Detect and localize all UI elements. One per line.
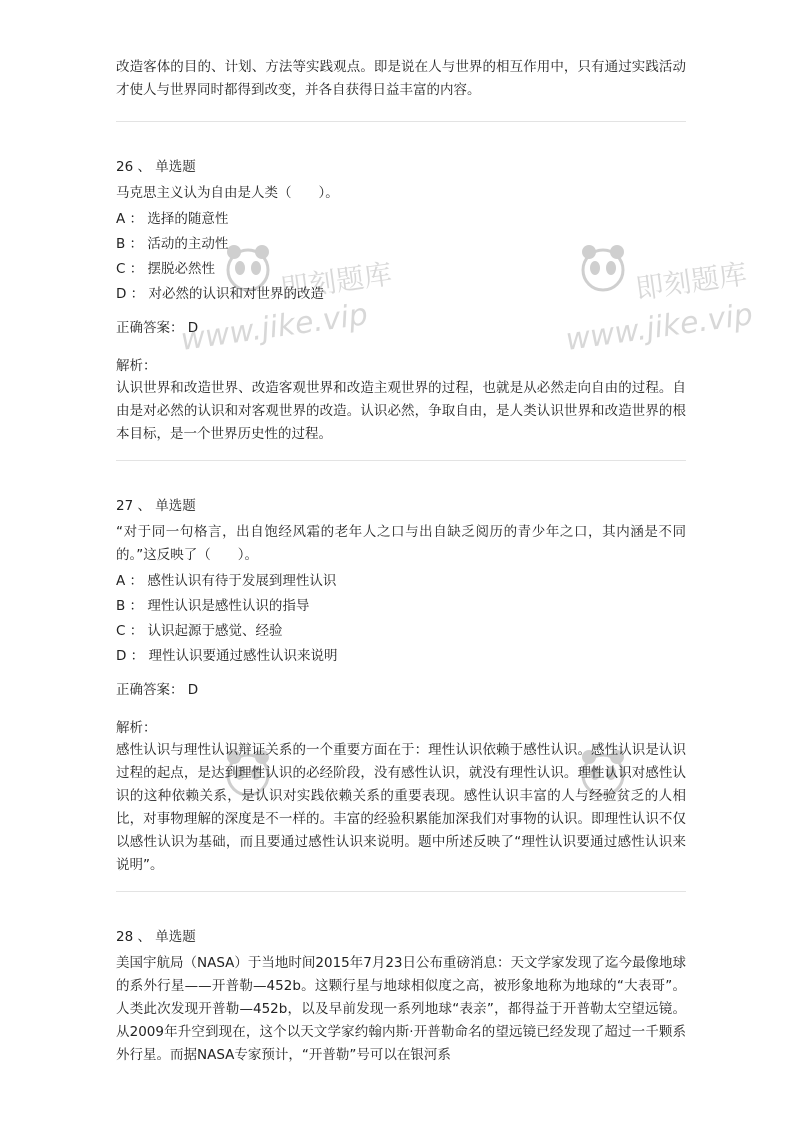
option-d: D ： 理性认识要通过感性认识来说明 <box>116 648 338 664</box>
correct-answer: 正确答案： D <box>116 320 199 336</box>
question-header: 26 、 单选题 <box>116 159 196 175</box>
option-a: A ： 感性认识有待于发展到理性认识 <box>116 573 337 589</box>
watermark-site: www.jike.vip <box>563 297 755 358</box>
watermark-site: www.jike.vip <box>178 297 370 358</box>
intro-paragraph: 改造客体的目的、计划、方法等实践观点。即是说在人与世界的相互作用中，只有通过实践活动才使人与世界同时都得到改变，并各自获得日益丰富的内容。 <box>116 59 686 98</box>
analysis-text: 感性认识与理性认识辩证关系的一个重要方面在于：理性认识依赖于感性认识。感性认识是认识过程的起点，是达到理性认识的必经阶段，没有感性认识，就没有理性认识。理性认识对感性认识的这种依赖关系，是认识对实践依赖关系的重要表现。感性认识丰富的人与经验贫乏的人相比，对事物理解的深度是不一样的。丰富的经验积累能加深我们对事物的认识。即理性认识不仅以感性认识为基础，而且要通过感性认识来说明。题中所述反映了“理性认识要通过感性认识来说明”。 <box>116 742 686 873</box>
question-stem: 美国宇航局（NASA）于当地时间2015年7月23日公布重磅消息：天文学家发现了迄今最像地球的系外行星——开普勒—452b。这颗行星与地球相似度之高，被形象地称为地球的“大表哥”。人类此次发现开普勒—452b，以及早前发现一系列地球“表亲”，都得益于开普勒太空望远镜。从2009年升空到现在，这个以天文学家约翰内斯·开普勒命名的望远镜已经发现了超过一千颗系外行星。而据NASA专家预计，“开普勒”号可以在银河系 <box>116 955 687 1063</box>
correct-answer: 正确答案： D <box>116 682 199 698</box>
question-header: 27 、 单选题 <box>116 498 196 514</box>
watermark-brand: 即刻题库 <box>633 257 749 306</box>
option-b: B ： 理性认识是感性认识的指导 <box>116 598 310 614</box>
option-a: A ： 选择的随意性 <box>116 211 229 227</box>
question-27 <box>116 495 686 877</box>
question-header: 28 、 单选题 <box>116 929 196 945</box>
question-stem: “对于同一句格言，出自饱经风霜的老年人之口与出自缺乏阅历的青少年之口，其内涵是不同的。”这反映了（ ）。 <box>116 524 686 563</box>
question-28 <box>116 926 686 1067</box>
question-26 <box>116 156 686 446</box>
analysis-label: 解析： <box>116 358 157 374</box>
question-stem: 马克思主义认为自由是人类（ ）。 <box>116 185 339 201</box>
option-b: B ： 活动的主动性 <box>116 236 229 252</box>
analysis-text: 认识世界和改造世界、改造客观世界和改造主观世界的过程，也就是从必然走向自由的过程。自由是对必然的认识和对客观世界的改造。认识必然，争取自由，是人类认识世界和改造世界的根本目标，是一个世界历史性的过程。 <box>116 380 686 442</box>
analysis-label: 解析： <box>116 720 157 736</box>
option-c: C ： 认识起源于感觉、经验 <box>116 623 283 639</box>
document-page <box>116 56 686 1067</box>
watermark-brand: 即刻题库 <box>278 257 394 306</box>
option-d: D ： 对必然的认识和对世界的改造 <box>116 286 324 302</box>
option-c: C ： 摆脱必然性 <box>116 261 216 277</box>
